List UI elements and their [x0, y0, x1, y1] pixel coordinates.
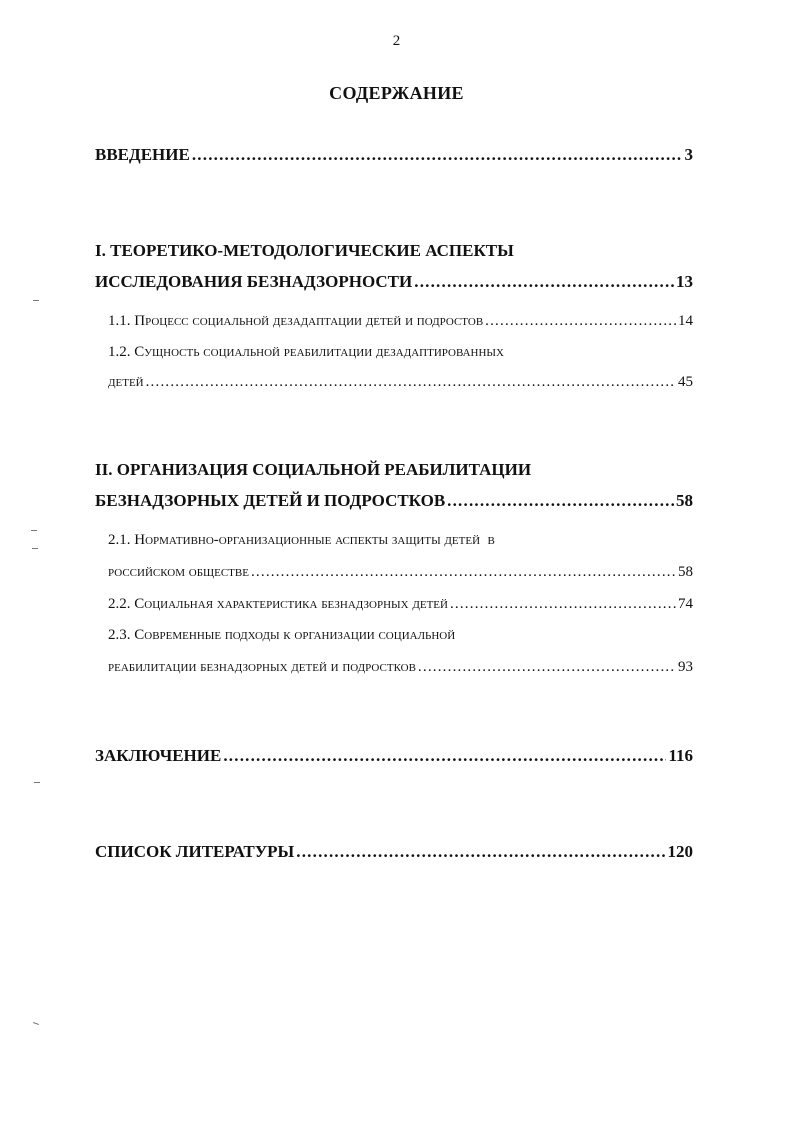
- toc-section-1-2-cont: [108, 374, 693, 391]
- toc-section-1-1: [108, 313, 693, 330]
- toc-entry-page: 13: [676, 272, 693, 291]
- dot-leader: [418, 659, 676, 676]
- dot-leader: [296, 842, 665, 862]
- dot-leader: [223, 746, 666, 766]
- toc-section-2-3-cont: [108, 659, 693, 676]
- dot-leader: [251, 564, 676, 581]
- toc-entry-label: ВВЕДЕНИЕ: [95, 145, 190, 164]
- toc-entry-label: II. ОРГАНИЗАЦИЯ СОЦИАЛЬНОЙ РЕАБИЛИТАЦИИ: [95, 460, 532, 479]
- toc-entry-page: 3: [684, 145, 693, 164]
- section-number: 2.1.: [108, 532, 131, 548]
- section-title: Социальная характеристика безнадзорных детей: [134, 596, 448, 612]
- toc-entry-label: ЗАКЛЮЧЕНИЕ: [95, 746, 222, 765]
- dot-leader: [485, 313, 676, 330]
- toc-entry-intro: [95, 145, 693, 165]
- toc-entry-label: [108, 532, 495, 549]
- scan-artifact: [32, 548, 38, 549]
- section-number: 1.2.: [108, 344, 131, 360]
- toc-section-2-3: [108, 627, 455, 644]
- section-title: российском обществе: [108, 564, 249, 580]
- toc-entry-page: 74: [678, 596, 693, 612]
- toc-entry-references: [95, 842, 693, 862]
- dot-leader: [146, 374, 676, 391]
- section-number: 2.2.: [108, 596, 131, 612]
- section-title: Процесс социальной дезадаптации детей и подростов: [134, 313, 484, 329]
- toc-chapter-1-title: [95, 241, 514, 261]
- toc-entry-page: 45: [678, 374, 693, 390]
- toc-entry-label: БЕЗНАДЗОРНЫХ ДЕТЕЙ И ПОДРОСТКОВ: [95, 491, 446, 510]
- dot-leader: [414, 272, 674, 292]
- toc-entry-page: 58: [678, 564, 693, 580]
- toc-chapter-2-title: [95, 460, 531, 480]
- toc-entry-conclusion: [95, 746, 693, 766]
- toc-section-2-1: [108, 532, 495, 549]
- scan-artifact: [34, 782, 40, 783]
- toc-section-2-1-cont: [108, 564, 693, 581]
- page-title: СОДЕРЖАНИЕ: [329, 83, 464, 103]
- toc-entry-label: [108, 344, 504, 361]
- toc-chapter-1-title-cont: [95, 272, 693, 292]
- toc-entry-label: СПИСОК ЛИТЕРАТУРЫ: [95, 842, 295, 861]
- toc-entry-label: ИССЛЕДОВАНИЯ БЕЗНАДЗОРНОСТИ: [95, 272, 413, 291]
- dot-leader: [447, 491, 674, 511]
- toc-entry-page: 116: [668, 746, 693, 765]
- toc-section-2-2: [108, 596, 693, 613]
- section-title: Нормативно-организационные аспекты защиты детей в: [134, 532, 495, 548]
- section-title: реабилитации безнадзорных детей и подростков: [108, 659, 416, 675]
- toc-entry-label: [108, 596, 448, 613]
- section-number: 1.1.: [108, 313, 131, 329]
- section-number: 2.3.: [108, 627, 131, 643]
- toc-chapter-2-title-cont: [95, 491, 693, 511]
- scan-artifact: [33, 300, 39, 301]
- toc-entry-page: 93: [678, 659, 693, 675]
- section-title: Современные подходы к организации социальной: [134, 627, 456, 643]
- scan-artifact: [33, 1022, 39, 1025]
- section-title: Сущность социальной реабилитации дезадаптированных: [134, 344, 504, 360]
- toc-section-1-2: [108, 344, 504, 361]
- dot-leader: [450, 596, 676, 613]
- toc-entry-page: 14: [678, 313, 693, 329]
- page-number: 2: [392, 33, 401, 49]
- toc-entry-label: [108, 627, 455, 644]
- dot-leader: [192, 145, 683, 165]
- toc-entry-page: 120: [667, 842, 693, 861]
- toc-entry-label: I. ТЕОРЕТИКО-МЕТОДОЛОГИЧЕСКИЕ АСПЕКТЫ: [95, 241, 514, 260]
- toc-entry-page: 58: [676, 491, 693, 510]
- toc-entry-label: [108, 313, 483, 330]
- section-title: детей: [108, 374, 144, 390]
- scan-artifact: [31, 530, 37, 531]
